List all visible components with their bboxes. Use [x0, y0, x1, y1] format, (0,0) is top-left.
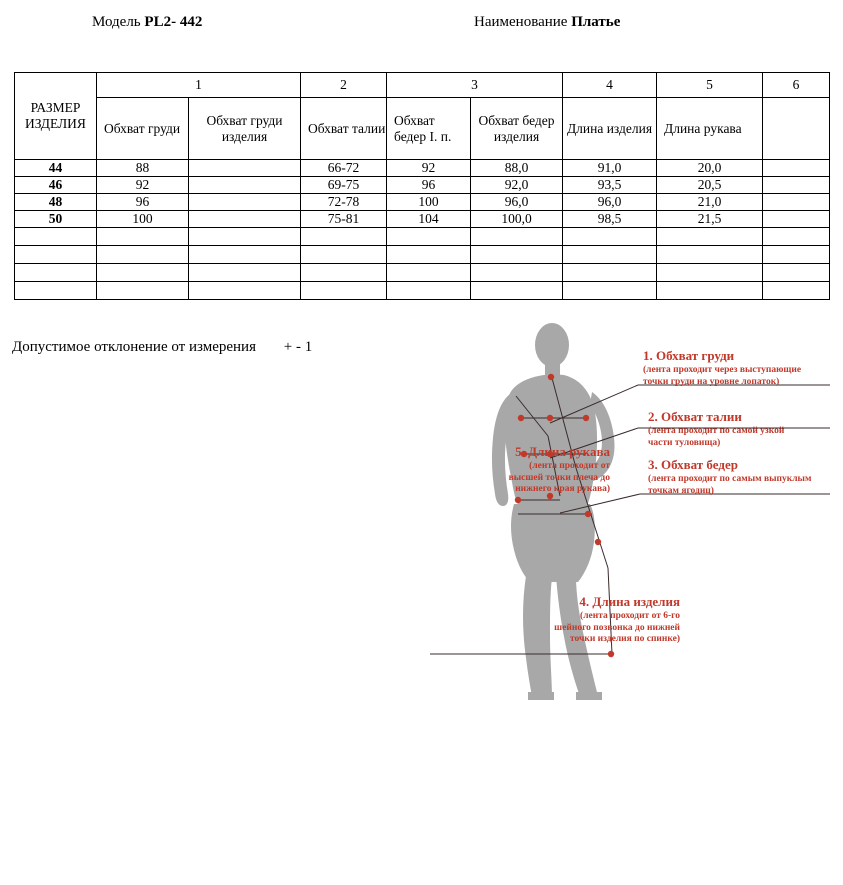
model-label: Модель: [92, 14, 141, 30]
cell-hips-1: 92: [387, 160, 471, 177]
cell-bust-garment: [189, 160, 301, 177]
table-row-empty: [15, 228, 830, 246]
product-name-label: Наименование: [474, 14, 568, 30]
cell-bust-garment: [189, 177, 301, 194]
cell-length: 98,5: [563, 211, 657, 228]
table-row-empty: [15, 264, 830, 282]
cell-sleeve: 21,0: [657, 194, 763, 211]
tolerance-note: [12, 339, 312, 356]
cell-sleeve: 20,0: [657, 160, 763, 177]
cell-hips-garment: 92,0: [471, 177, 563, 194]
cell-waist: 72-78: [301, 194, 387, 211]
cell-bust: 96: [97, 194, 189, 211]
header-bust: Обхват груди: [97, 98, 189, 160]
model-block: [92, 14, 202, 31]
col-number-5: 5: [657, 73, 763, 98]
cell-sleeve: 20,5: [657, 177, 763, 194]
cell-hips-garment: 96,0: [471, 194, 563, 211]
table-row: [15, 211, 830, 228]
column-header-row: [15, 98, 830, 160]
annotation-hips-sub: (лента проходит по самым выпуклым точкам ягодиц): [648, 474, 812, 496]
spec-table: [14, 72, 830, 300]
annotation-waist-title: 2. Обхват талии: [648, 409, 742, 424]
size-header-label: РАЗМЕР ИЗДЕЛИЯ: [25, 100, 86, 131]
cell-size: 44: [15, 160, 97, 177]
col-number-6: 6: [763, 73, 830, 98]
annotation-waist: [648, 410, 784, 449]
header-length: Длина изделия: [563, 98, 657, 160]
cell-waist: 66-72: [301, 160, 387, 177]
tolerance-value: + - 1: [283, 339, 313, 355]
cell-length: 93,5: [563, 177, 657, 194]
cell-bust: 88: [97, 160, 189, 177]
header-hips-garment: Обхват бедер изделия: [471, 98, 563, 160]
product-name-value: Платье: [571, 14, 621, 30]
cell-length: 91,0: [563, 160, 657, 177]
cell-bust: 92: [97, 177, 189, 194]
spec-table-wrap: [14, 72, 829, 300]
annotation-hips: [648, 458, 811, 497]
cell-bust: 100: [97, 211, 189, 228]
col-number-4: 4: [563, 73, 657, 98]
annotation-hips-title: 3. Обхват бедер: [648, 457, 738, 472]
document-header: [0, 14, 843, 40]
annotation-length-title: 4. Длина изделия: [579, 594, 680, 609]
cell-hips-garment: 100,0: [471, 211, 563, 228]
annotation-bust: [643, 349, 801, 388]
cell-size: 46: [15, 177, 97, 194]
cell-waist: 75-81: [301, 211, 387, 228]
cell-extra: [763, 160, 830, 177]
measurement-diagram: [400, 318, 843, 728]
col-number-1: 1: [97, 73, 301, 98]
cell-length: 96,0: [563, 194, 657, 211]
cell-extra: [763, 194, 830, 211]
cell-size: 50: [15, 211, 97, 228]
annotation-sleeve-sub: (лента проходит от высшей точки плеча до нижнего края рукава): [508, 461, 610, 495]
tolerance-label: Допустимое отклонение от измерения: [12, 339, 256, 355]
col-number-2: 2: [301, 73, 387, 98]
annotation-sleeve-title: 5. Длина рукава: [515, 444, 610, 459]
table-row: [15, 194, 830, 211]
col-number-3: 3: [387, 73, 563, 98]
cell-bust-garment: [189, 194, 301, 211]
cell-hips-1: 96: [387, 177, 471, 194]
table-row: [15, 177, 830, 194]
header-extra: [763, 98, 830, 160]
annotation-sleeve: [405, 445, 610, 496]
table-row-empty: [15, 282, 830, 300]
table-row-empty: [15, 246, 830, 264]
annotation-bust-sub: (лента проходит через выступающие точки груди на уровне лопаток): [643, 365, 802, 387]
cell-sleeve: 21,5: [657, 211, 763, 228]
cell-hips-garment: 88,0: [471, 160, 563, 177]
annotation-length: [430, 595, 680, 646]
cell-extra: [763, 211, 830, 228]
annotation-waist-sub: (лента проходит по самой узкой части туловища): [648, 426, 785, 448]
annotation-bust-title: 1. Обхват груди: [643, 348, 735, 363]
size-header-cell: [15, 73, 97, 160]
annotation-length-sub: (лента проходит от 6-го шейного позвонка до нижней точки изделия по спинке): [554, 611, 680, 645]
header-hips-1: Обхват бедер I. п.: [387, 98, 471, 160]
cell-size: 48: [15, 194, 97, 211]
cell-hips-1: 104: [387, 211, 471, 228]
product-name-block: [474, 14, 620, 31]
cell-extra: [763, 177, 830, 194]
header-bust-garment: Обхват груди изделия: [189, 98, 301, 160]
header-sleeve-length: Длина рукава: [657, 98, 763, 160]
cell-waist: 69-75: [301, 177, 387, 194]
model-value: PL2- 442: [144, 14, 203, 30]
cell-bust-garment: [189, 211, 301, 228]
header-waist: Обхват талии: [301, 98, 387, 160]
column-number-row: [15, 73, 830, 98]
cell-hips-1: 100: [387, 194, 471, 211]
table-row: [15, 160, 830, 177]
